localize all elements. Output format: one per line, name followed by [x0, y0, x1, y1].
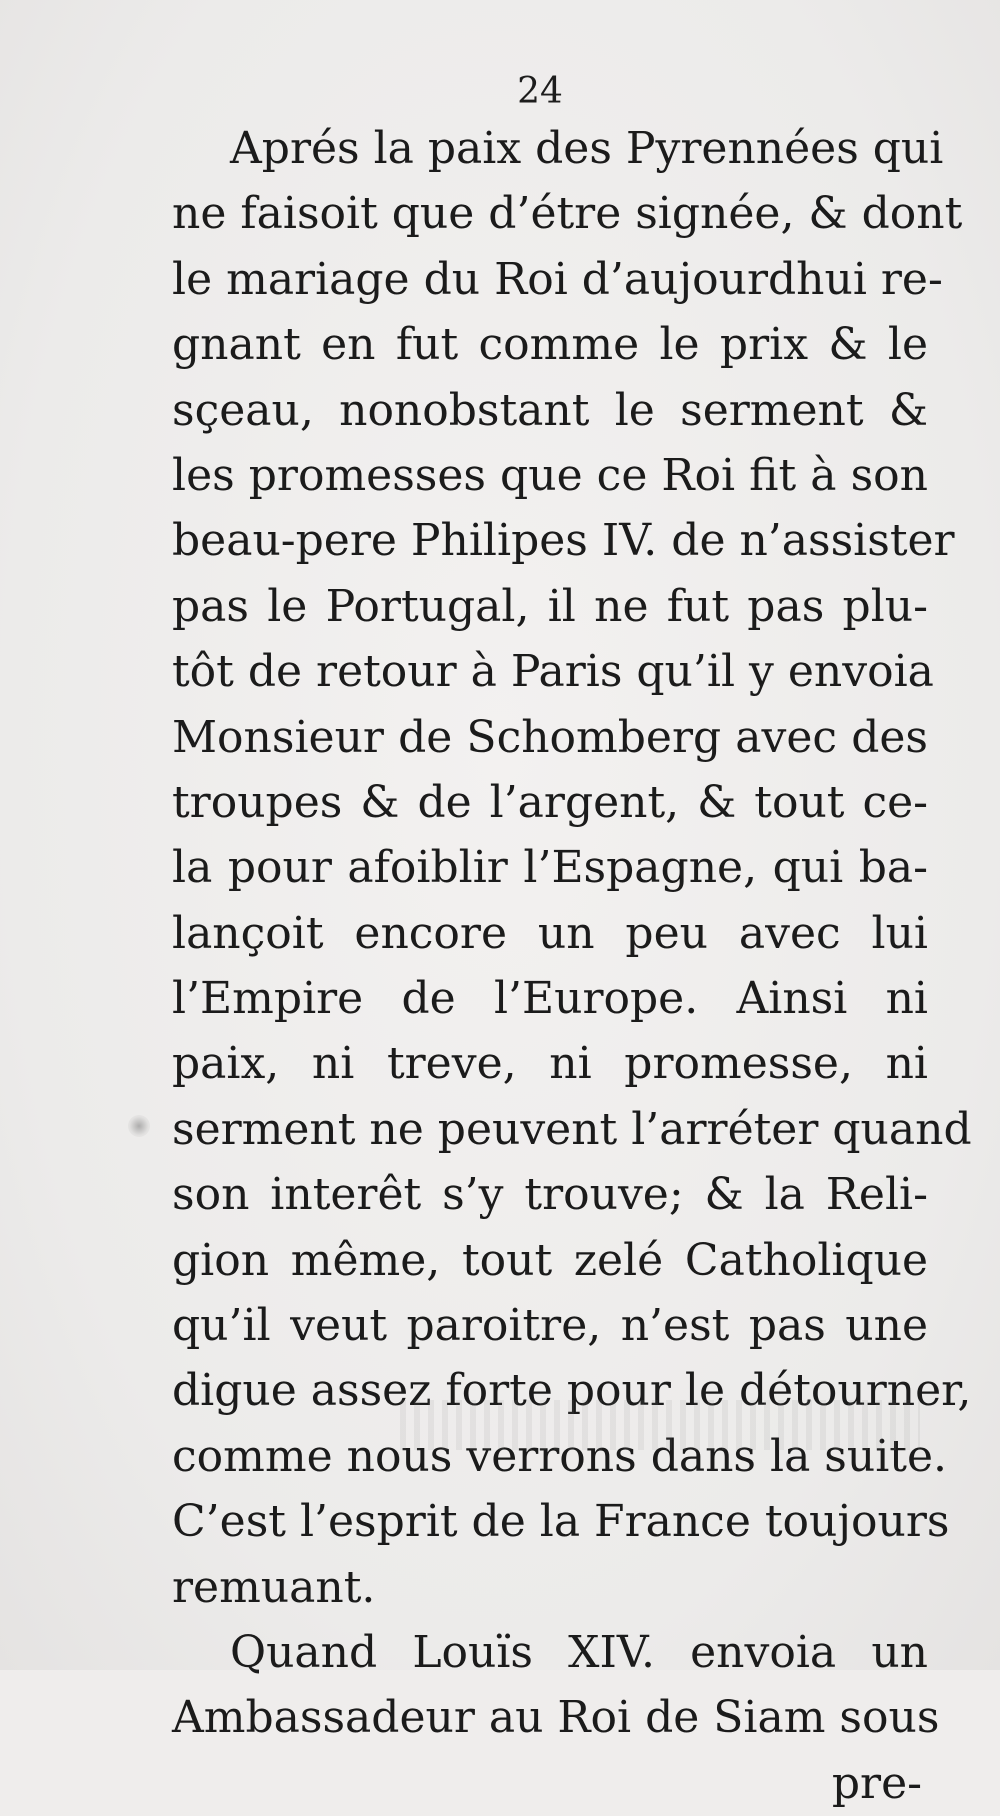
text-line: pas le Portugal, il ne fut pas plu-: [172, 580, 928, 632]
page-number: 24: [517, 71, 563, 112]
text-line: lançoit encore un peu avec lui: [172, 907, 928, 959]
text-line: Aprés la paix des Pyrennées qui: [230, 123, 944, 174]
text-line: ne faisoit que d’étre signée, & dont: [172, 188, 963, 240]
text-line: sçeau, nonobstant le serment &: [172, 384, 928, 436]
text-line: gion même, tout zelé Catholique: [172, 1234, 928, 1286]
text-line: Monsieur de Schomberg avec des: [172, 711, 928, 763]
text-line: qu’il veut paroitre, n’est pas une: [172, 1300, 928, 1352]
text-line: C’est l’esprit de la France toujours: [172, 1496, 950, 1548]
text-line: digue assez forte pour le détourner,: [172, 1365, 972, 1417]
text-line: l’Empire de l’Europe. Ainsi ni: [172, 973, 928, 1025]
text-line: troupes & de l’argent, & tout ce-: [172, 776, 928, 828]
text-line: gnant en fut comme le prix & le: [172, 319, 928, 371]
catchword: pre-: [831, 1757, 922, 1809]
body-text: [172, 116, 972, 1816]
text-line: son interêt s’y trouve; & la Reli-: [172, 1169, 928, 1221]
text-line: la pour afoiblir l’Espagne, qui ba-: [172, 842, 928, 894]
text-line: beau-pere Philipes IV. de n’assister: [172, 515, 955, 567]
text-line: comme nous verrons dans la suite.: [172, 1430, 947, 1482]
text-line: Quand Louïs XIV. envoia un: [230, 1626, 928, 1678]
text-line: Ambassadeur au Roi de Siam sous: [172, 1692, 940, 1744]
text-line: tôt de retour à Paris qu’il y envoia: [172, 646, 934, 698]
text-line: serment ne peuvent l’arréter quand: [172, 1103, 972, 1155]
text-line: paix, ni treve, ni promesse, ni: [172, 1038, 928, 1090]
paragraph-end-line: remuant.: [172, 1561, 376, 1613]
show-through: [400, 1400, 920, 1450]
text-line: les promesses que ce Roi fit à son: [172, 449, 928, 501]
ink-smudge: [128, 1115, 150, 1137]
text-line: le mariage du Roi d’aujourdhui re-: [172, 253, 943, 305]
